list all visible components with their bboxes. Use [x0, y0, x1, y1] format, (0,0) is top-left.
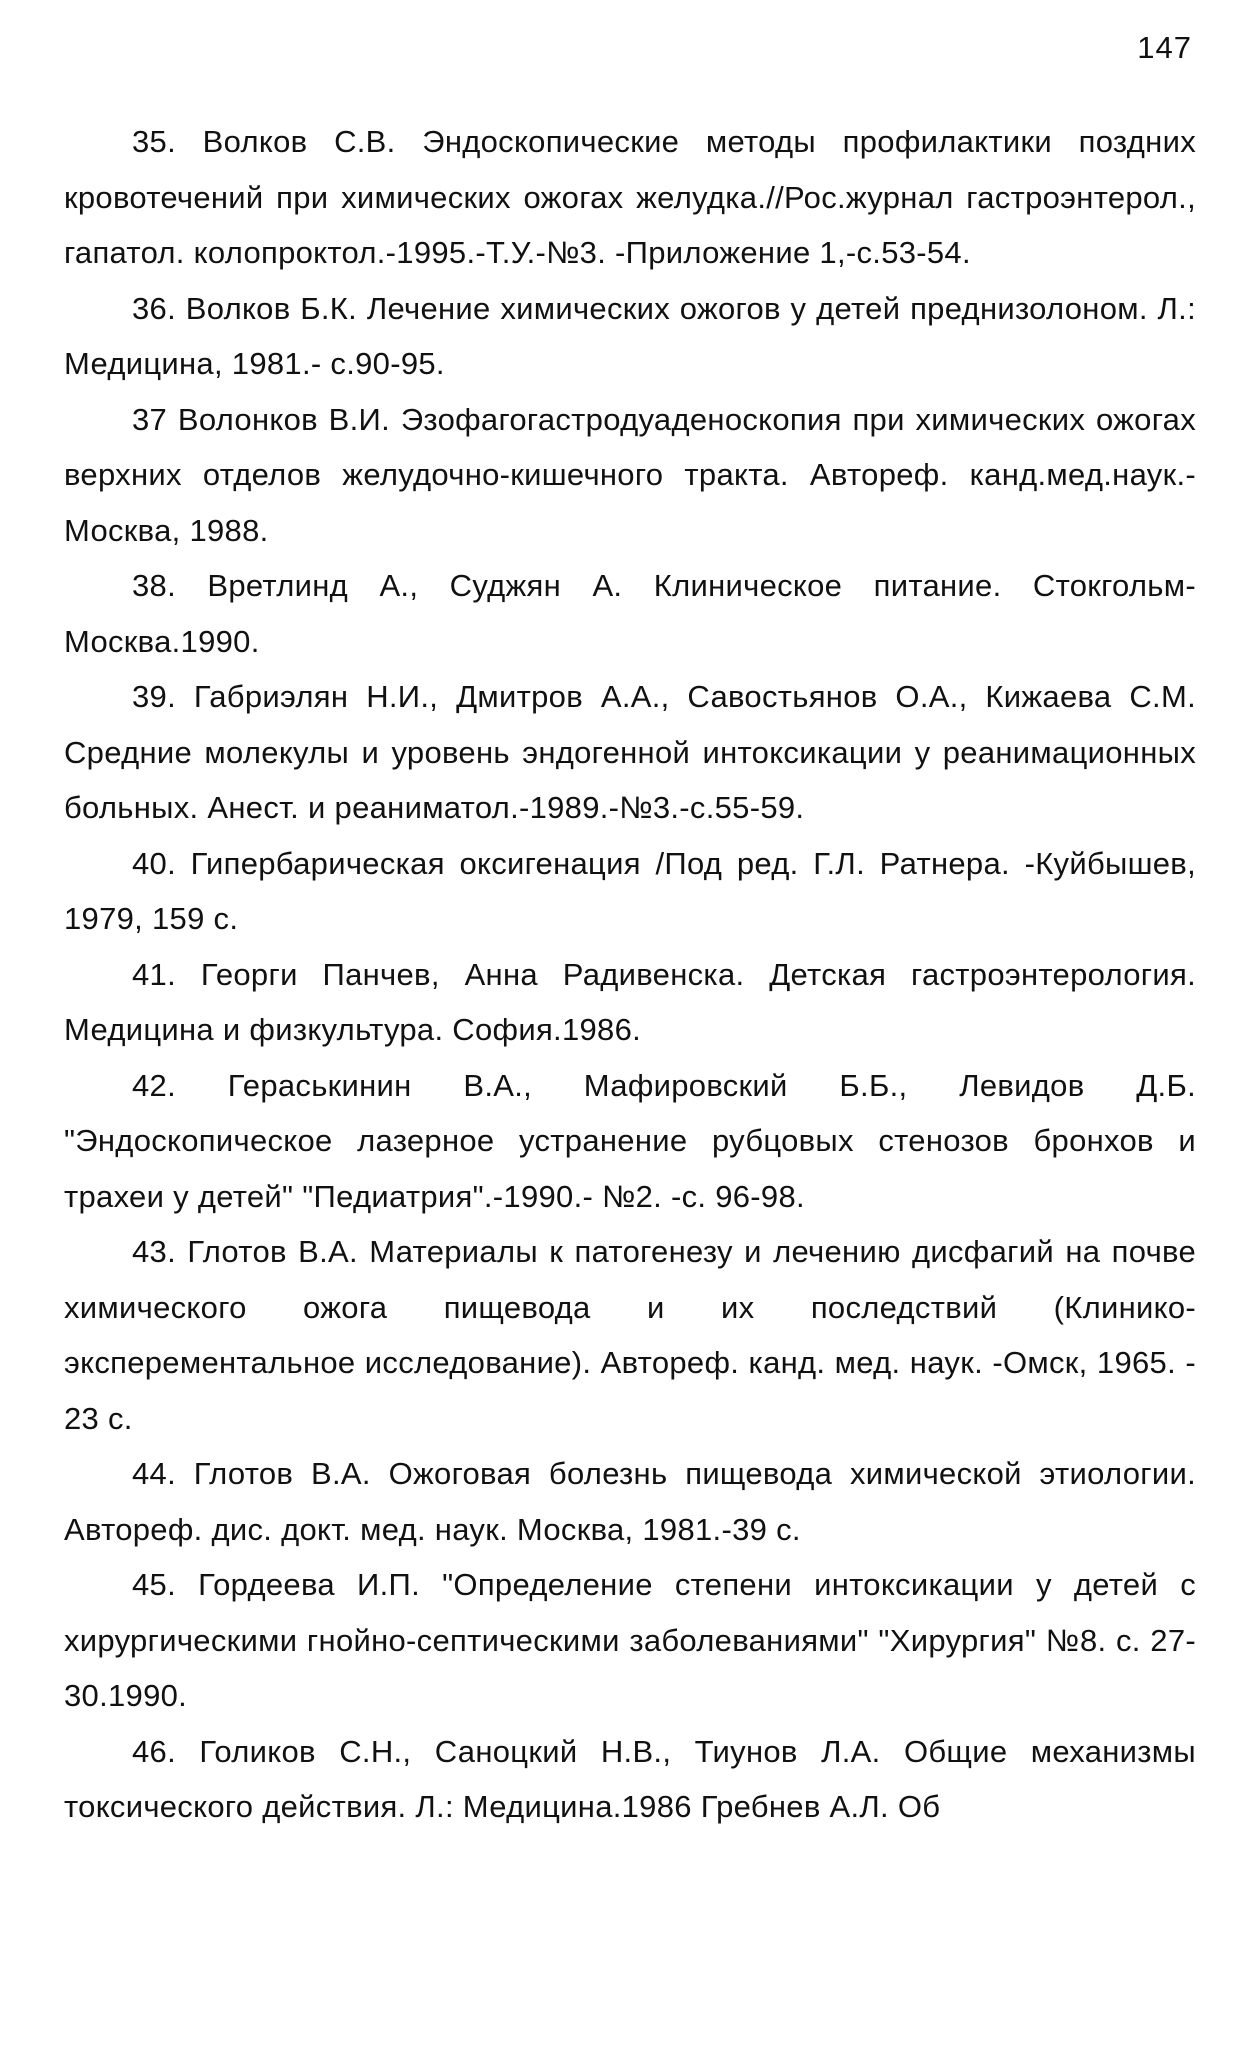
reference-item-45: 45. Гордеева И.П. "Определение степени интоксикации у детей с хирургическими гнойно-септическими заболеваниями" "Хирургия" №8. с. 27-30.1990. [64, 1567, 1196, 1713]
reference-item-41: 41. Георги Панчев, Анна Радивенска. Детская гастроэнтерология. Медицина и физкультура. София.1986. [64, 956, 1196, 1047]
reference-item-44: 44. Глотов В.А. Ожоговая болезнь пищевода химической этиологии. Автореф. дис. докт. мед. наук. Москва, 1981.-39 с. [64, 1456, 1196, 1547]
reference-item-38: 38. Вретлинд А., Суджян А. Клиническое питание. Стокгольм-Москва.1990. [64, 568, 1196, 659]
reference-item-42: 42. Гераськинин В.А., Мафировский Б.Б., Левидов Д.Б. "Эндоскопическое лазерное устранение рубцовых стенозов бронхов и трахеи у детей" "Педиатрия".-1990.- №2. -с. 96-98. [64, 1067, 1196, 1214]
page-number: 147 [1137, 30, 1192, 65]
reference-list [64, 114, 1196, 1835]
reference-item-36: 36. Волков Б.К. Лечение химических ожогов у детей преднизолоном. Л.: Медицина, 1981.- с.90-95. [64, 290, 1196, 381]
reference-item-46: 46. Голиков С.Н., Саноцкий Н.В., Тиунов Л.А. Общие механизмы токсического действия. Л.: Медицина.1986 Гребнев А.Л. Об [64, 1733, 1196, 1824]
reference-item-35: 35. Волков С.В. Эндоскопические методы профилактики поздних кровотечений при химических ожогах желудка.//Рос.журнал гастроэнтерол., гапатол. колопроктол.-1995.-Т.У.-№3. -Приложение 1,-с.53-54. [64, 124, 1196, 270]
reference-item-40: 40. Гипербарическая оксигенация /Под ред. Г.Л. Ратнера. -Куйбышев, 1979, 159 с. [64, 845, 1196, 936]
reference-item-37: 37 Волонков В.И. Эзофагогастродуаденоскопия при химических ожогах верхних отделов желудочно-кишечного тракта. Автореф. канд.мед.наук.-Москва, 1988. [64, 401, 1196, 548]
reference-item-43: 43. Глотов В.А. Материалы к патогенезу и лечению дисфагий на почве химического ожога пищевода и их последствий (Клинико-эксперементальное исследование). Автореф. канд. мед. наук. -Омск, 1965. - 23 с. [64, 1234, 1196, 1436]
reference-item-39: 39. Габриэлян Н.И., Дмитров А.А., Савостьянов О.А., Кижаева С.М. Средние молекулы и уровень эндогенной интоксикации у реанимационных больных. Анест. и реаниматол.-1989.-№3.-с.55-59. [64, 679, 1196, 825]
